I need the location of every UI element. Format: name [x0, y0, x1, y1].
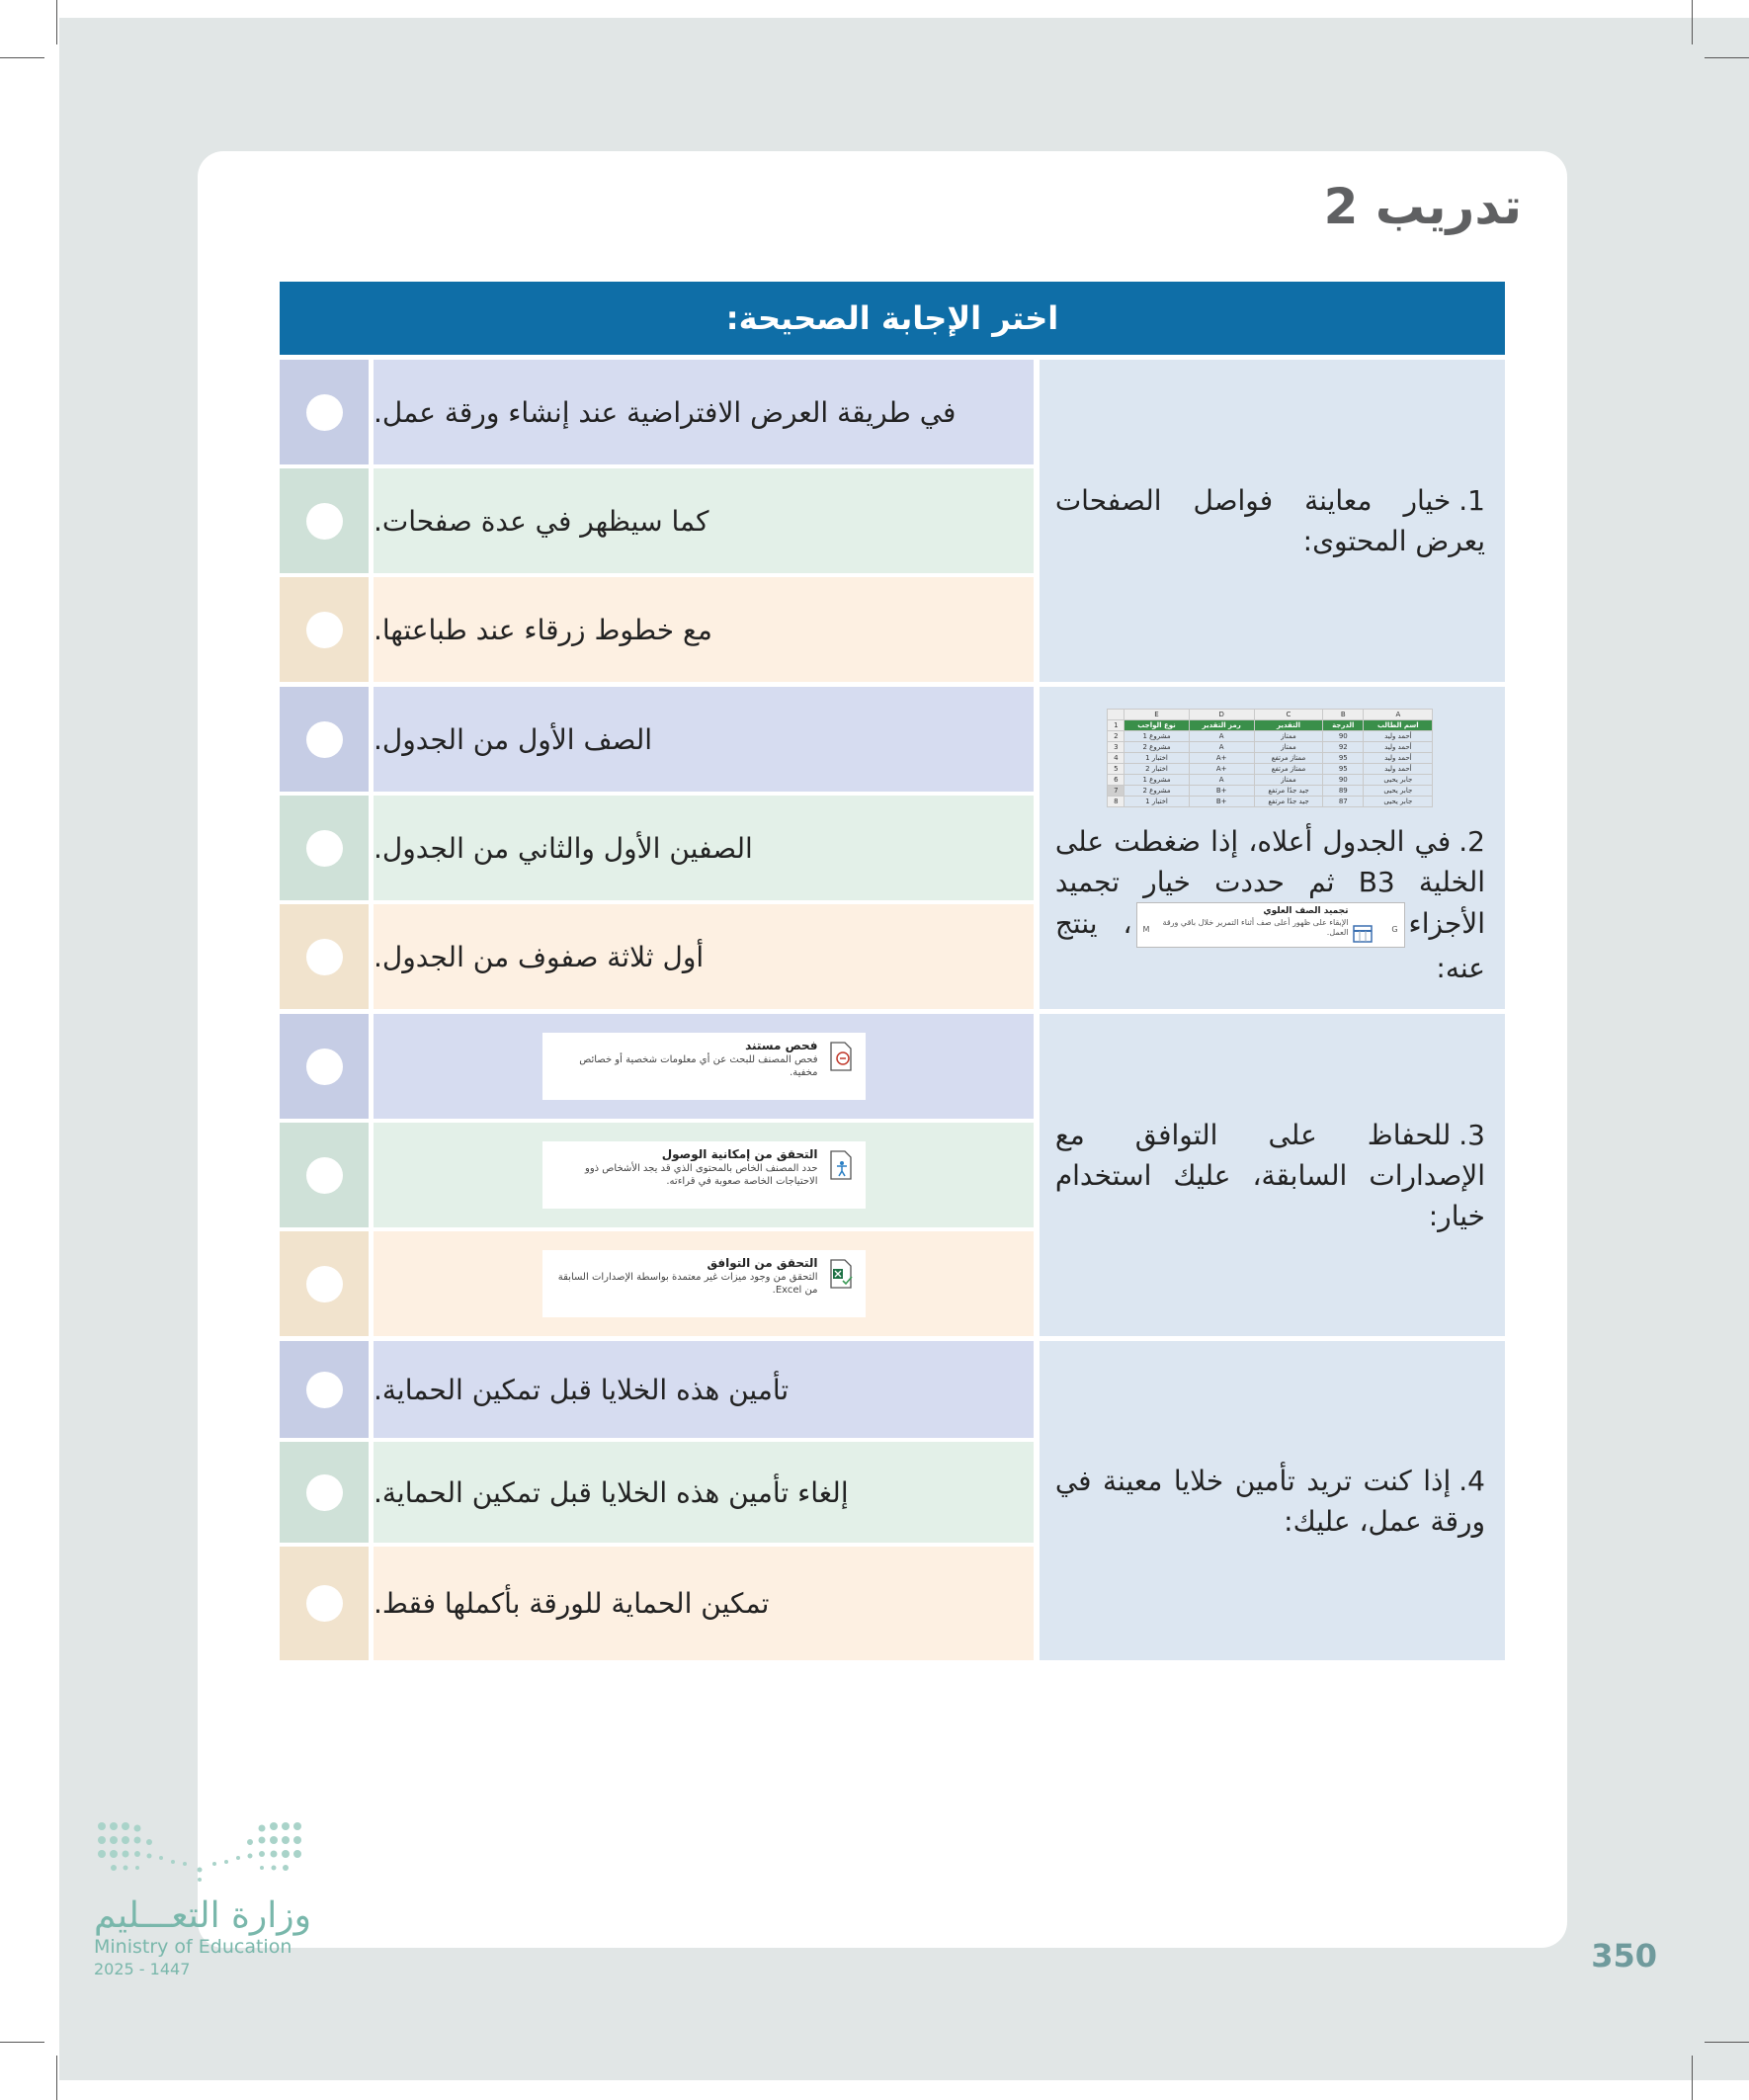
- option-label: الصف الأول من الجدول.: [374, 722, 653, 756]
- header-cell: اسم الطالب: [1364, 719, 1433, 730]
- logo-dots-icon: [94, 1818, 311, 1888]
- radio-button[interactable]: [280, 1231, 369, 1336]
- radio-circle: [306, 721, 343, 758]
- option-text-box[interactable]: [374, 577, 1034, 682]
- option[interactable]: [280, 1341, 1035, 1438]
- option[interactable]: [280, 468, 1035, 573]
- question-3: [280, 1014, 1505, 1336]
- option[interactable]: [280, 1014, 1035, 1119]
- question-number: 2.: [1458, 824, 1485, 858]
- option-description: التحقق من وجود ميزات غير معتمدة بواسطة الإصدارات السابقة من Excel.: [557, 1272, 818, 1296]
- question-cell: [1040, 360, 1505, 682]
- table-row: 7 مشروع 2 B+ جيد جدًا مرتفع 89 جابر يحيى: [1108, 785, 1433, 796]
- radio-circle: [306, 830, 343, 867]
- table-row: 4 اختبار 1 A+ ممتاز مرتفع 95 أحمد وليد: [1108, 752, 1433, 763]
- question-body: في الجدول أعلاه، إذا ضغطت على الخلية B3 ثم حددت خيار تجميد الأجزاء: [1054, 824, 1486, 940]
- option-image-box[interactable]: [374, 1231, 1034, 1336]
- inspect-document-icon: [824, 1038, 858, 1095]
- header-cell: الدرجة: [1323, 719, 1364, 730]
- question-text: [1055, 1461, 1485, 1542]
- header-cell: نوع الواجب: [1124, 719, 1189, 730]
- button-title: تجميد الصف العلوي: [1263, 905, 1349, 916]
- table-row: 3 مشروع 2 A ممتاز 92 أحمد وليد: [1108, 741, 1433, 752]
- option[interactable]: [280, 1231, 1035, 1336]
- freeze-panes-icon: [1353, 913, 1373, 954]
- question-text: [1055, 821, 1485, 988]
- option[interactable]: [280, 1547, 1035, 1660]
- page-number: 350: [1591, 1937, 1657, 1974]
- option[interactable]: [280, 1123, 1035, 1227]
- question-cell: [1040, 687, 1505, 1009]
- crop-mark: [1692, 0, 1693, 44]
- option-label: تمكين الحماية للورقة بأكملها فقط.: [374, 1587, 770, 1620]
- radio-button[interactable]: [280, 1442, 369, 1543]
- question-number: 4.: [1458, 1464, 1485, 1497]
- question-cell: [1040, 1341, 1505, 1660]
- compatibility-check-icon: [824, 1255, 858, 1312]
- question-text: [1055, 1115, 1485, 1236]
- page-title: تدريب 2: [1323, 178, 1522, 235]
- question-1: [280, 360, 1505, 682]
- column-label: M: [1142, 924, 1150, 934]
- ministry-year: 2025 - 1447: [94, 1960, 191, 1978]
- option-title: التحقق من إمكانية الوصول: [661, 1147, 818, 1161]
- option-image-box[interactable]: [374, 1123, 1034, 1227]
- option[interactable]: [280, 360, 1035, 464]
- option[interactable]: [280, 904, 1035, 1009]
- radio-button[interactable]: [280, 796, 369, 900]
- option-description: حدد المصنف الخاص بالمحتوى الذي قد يجد الأشخاص ذوو الاحتياجات الخاصة صعوبة في قراءته.: [585, 1163, 818, 1187]
- option-label: مع خطوط زرقاء عند طباعتها.: [374, 613, 712, 646]
- radio-button[interactable]: [280, 577, 369, 682]
- column-letter: A: [1364, 709, 1433, 719]
- option[interactable]: [280, 1442, 1035, 1543]
- crop-mark: [1692, 2056, 1693, 2100]
- radio-circle: [306, 1585, 343, 1622]
- column-letter: D: [1189, 709, 1254, 719]
- corner-cell: [1108, 709, 1124, 719]
- instruction-header: اختر الإجابة الصحيحة:: [280, 282, 1505, 355]
- ministry-name-english: Ministry of Education: [94, 1936, 292, 1958]
- crop-mark: [56, 2056, 57, 2100]
- question-number: 1.: [1458, 484, 1485, 517]
- option-text-box[interactable]: [374, 1547, 1034, 1660]
- question-text: [1055, 480, 1485, 561]
- option-text-box[interactable]: [374, 1341, 1034, 1438]
- radio-circle: [306, 939, 343, 975]
- header-cell: التقدير: [1254, 719, 1322, 730]
- inspect-document-option: [542, 1033, 866, 1100]
- option-text-box[interactable]: [374, 360, 1034, 464]
- crop-mark: [1705, 57, 1749, 58]
- option-label: في طريقة العرض الافتراضية عند إنشاء ورقة عمل.: [374, 395, 957, 429]
- table-row: 2 مشروع 1 A ممتاز 90 أحمد وليد: [1108, 730, 1433, 741]
- options-list: [280, 1341, 1035, 1660]
- radio-circle: [306, 1157, 343, 1194]
- crop-mark: [1705, 2042, 1749, 2043]
- excel-table-image: E D C B A 1 نوع الواجب رمز التقدير التقدير الدرجة اسم الطالب 2 مشروع 1 A ممتاز 90 أحمد وليد 3 مشروع 2 A ممتاز 92 أحمد وليد 4 اختبار 1 A+ ممتاز مرتفع 95 أحمد وليد 5 اختبار 2 A+ ممتاز مرتفع 95 أحمد وليد 6 مشروع 1 A ممتاز 90 جابر يحيى 7 مشروع 2 B+ جيد جدًا مرتفع 89 جابر يحيى 8 اختبار 1 B+ جيد جدًا مرتفع 87 جابر يحيى: [1107, 709, 1433, 807]
- radio-circle: [306, 612, 343, 648]
- radio-circle: [306, 1266, 343, 1302]
- accessibility-icon: [824, 1146, 858, 1204]
- options-list: [280, 1014, 1035, 1336]
- column-letter: B: [1323, 709, 1364, 719]
- radio-circle: [306, 1474, 343, 1511]
- question-body: إذا كنت تريد تأمين خلايا معينة في ورقة عمل، عليك:: [1054, 1464, 1485, 1538]
- header-cell: رمز التقدير: [1189, 719, 1254, 730]
- question-body-end: ، ينتج عنه:: [1054, 906, 1485, 984]
- options-list: [280, 687, 1035, 1009]
- option[interactable]: [280, 577, 1035, 682]
- question-table: [280, 282, 1505, 1660]
- column-letter: E: [1124, 709, 1189, 719]
- table-row: 8 اختبار 1 B+ جيد جدًا مرتفع 87 جابر يحيى: [1108, 796, 1433, 806]
- table-row: 5 اختبار 2 A+ ممتاز مرتفع 95 أحمد وليد: [1108, 763, 1433, 774]
- question-body: خيار معاينة فواصل الصفحات يعرض المحتوى:: [1054, 484, 1485, 557]
- option-text-box[interactable]: [374, 904, 1034, 1009]
- crop-mark: [0, 2042, 44, 2043]
- compatibility-check-option: [542, 1250, 866, 1317]
- radio-button[interactable]: [280, 1123, 369, 1227]
- option-label: إلغاء تأمين هذه الخلايا قبل تمكين الحماية.: [374, 1475, 849, 1509]
- question-number: 3.: [1458, 1118, 1485, 1151]
- option[interactable]: [280, 687, 1035, 792]
- radio-circle: [306, 1372, 343, 1408]
- column-letter: C: [1254, 709, 1322, 719]
- radio-circle: [306, 394, 343, 431]
- radio-button[interactable]: [280, 904, 369, 1009]
- option-text-box[interactable]: [374, 468, 1034, 573]
- table-row: 6 مشروع 1 A ممتاز 90 جابر يحيى: [1108, 774, 1433, 785]
- radio-button[interactable]: [280, 687, 369, 792]
- option-text-box[interactable]: [374, 796, 1034, 900]
- ministry-name-arabic: وزارة التعـــليم: [94, 1895, 312, 1936]
- accessibility-check-option: [542, 1141, 866, 1209]
- option-label: تأمين هذه الخلايا قبل تمكين الحماية.: [374, 1373, 790, 1406]
- options-list: [280, 360, 1035, 682]
- question-2: [280, 687, 1505, 1009]
- radio-button[interactable]: [280, 360, 369, 464]
- option-title: التحقق من التوافق: [707, 1256, 818, 1270]
- ministry-logo: [94, 1818, 321, 1978]
- radio-button[interactable]: [280, 1341, 369, 1438]
- option-label: أول ثلاثة صفوف من الجدول.: [374, 940, 705, 973]
- crop-mark: [56, 0, 57, 44]
- option-label: كما سيظهر في عدة صفحات.: [374, 504, 709, 538]
- radio-button[interactable]: [280, 1547, 369, 1660]
- option[interactable]: [280, 796, 1035, 900]
- question-body: للحفاظ على التوافق مع الإصدارات السابقة، عليك استخدام خيار:: [1054, 1118, 1485, 1232]
- option-label: الصفين الأول والثاني من الجدول.: [374, 831, 753, 865]
- radio-circle: [306, 1049, 343, 1085]
- button-description: الإبقاء على ظهور أعلى صف أثناء التمرير خلال باقي ورقة العمل.: [1162, 917, 1349, 937]
- column-label: G: [1391, 924, 1398, 934]
- radio-button[interactable]: [280, 1014, 369, 1119]
- option-title: فحص مستند: [745, 1039, 818, 1052]
- option-text-box[interactable]: [374, 687, 1034, 792]
- question-cell: [1040, 1014, 1505, 1336]
- option-image-box[interactable]: [374, 1014, 1034, 1119]
- option-description: فحص المصنف للبحث عن أي معلومات شخصية أو خصائص مخفية.: [579, 1054, 818, 1078]
- option-text-box[interactable]: [374, 1442, 1034, 1543]
- question-4: [280, 1341, 1505, 1660]
- radio-button[interactable]: [280, 468, 369, 573]
- freeze-top-row-button-image: [1136, 902, 1405, 948]
- crop-mark: [0, 57, 44, 58]
- radio-circle: [306, 503, 343, 540]
